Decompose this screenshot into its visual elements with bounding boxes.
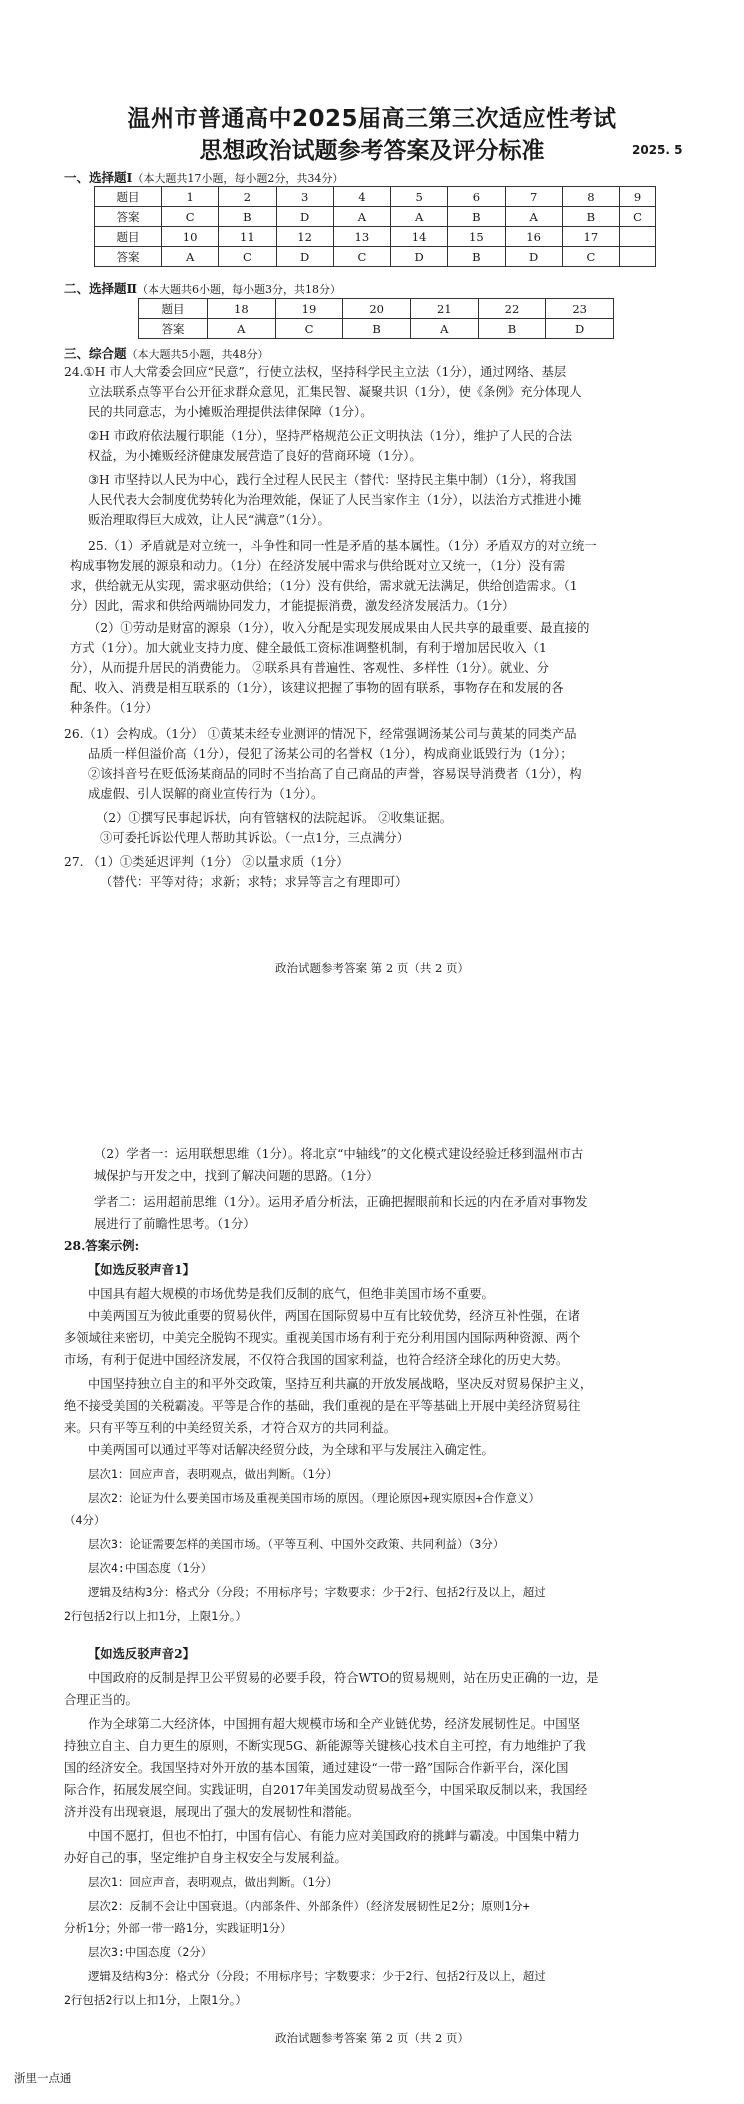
answer-table-1 (94, 186, 656, 267)
answer-table-2 (138, 298, 614, 339)
text-line: 层次1：回应声音，表明观点，做出判断。（1分） (88, 1467, 338, 1481)
table-cell: 9 (620, 187, 656, 207)
text-line: ③可委托诉讼代理人帮助其诉讼。（一点1分，三点满分） (100, 831, 410, 845)
table-cell: C (219, 247, 276, 267)
watermark-text: 浙里一点通 (14, 2071, 72, 2085)
table-cell: 20 (343, 299, 411, 319)
table-cell: A (391, 207, 448, 227)
table-cell: 12 (276, 227, 333, 247)
table-cell: D (391, 247, 448, 267)
table-cell: A (208, 319, 276, 339)
table-cell: 17 (562, 227, 619, 247)
text-line: 种条件。（1分） (70, 701, 158, 715)
table-cell: D (276, 207, 333, 227)
table-cell: 7 (505, 187, 562, 207)
table-cell: 8 (562, 187, 619, 207)
table-cell: C (620, 207, 656, 227)
table-row (95, 187, 656, 207)
table-cell: 答案 (139, 319, 208, 339)
table-row (95, 207, 656, 227)
table-cell: 1 (162, 187, 219, 207)
text-line: 中国不愿打，但也不怕打，中国有信心、有能力应对美国政府的挑衅与霸凌。中国集中精力 (88, 1829, 580, 1843)
text-line: 方式（1分）。加大就业支持力度、健全最低工资标准调整机制，有利于增加居民收入（1 (70, 641, 547, 655)
text-line: 求，供给就无从实现，需求驱动供给；（1分）没有供给，需求就无法满足，供给创造需求。（1 (70, 579, 578, 593)
table-cell: B (448, 247, 505, 267)
text-line: 2行包括2行以上扣1分，上限1分。） (64, 1609, 247, 1623)
text-line: 城保护与开发之中，找到了解决问题的思路。（1分） (94, 1169, 379, 1183)
text-line: （4分） (64, 1513, 106, 1527)
text-line: 市场，有利于促进中国经济发展，不仅符合我国的国家利益，也符合经济全球化的历史大势。 (64, 1353, 569, 1367)
section-2-heading (64, 279, 341, 297)
table-cell: 19 (275, 299, 343, 319)
page-footer: 政治试题参考答案 第 2 页（共 2 页） (275, 961, 469, 975)
section-1-heading (64, 168, 343, 186)
text-line: 中国政府的反制是捍卫公平贸易的必要手段，符合WTO的贸易规则，站在历史正确的一边，是 (88, 1671, 599, 1685)
table-cell: 10 (162, 227, 219, 247)
text-line: 民的共同意志，为小摊贩治理提供法律保障（1分）。 (88, 405, 373, 419)
table-cell: D (546, 319, 614, 339)
text-line: 26.（1）会构成。（1分） ①黄某未经专业测评的情况下，经常强调汤某公司与黄某的同类产品 (64, 727, 577, 741)
text-line: 中美两国可以通过平等对话解决经贸分歧，为全球和平与发展注入确定性。 (88, 1443, 494, 1457)
text-line: 24.①H 市人大常委会回应“民意”，行使立法权，坚持科学民主立法（1分），通过网络、基层 (64, 365, 567, 379)
text-line: 分），从而提升居民的消费能力。 ②联系具有普遍性、客观性、多样性（1分）。就业、分 (70, 661, 550, 675)
text-line: 持独立自主、自力更生的原则，不断实现5G、新能源等关键核心技术自主可控，有力地维护了我 (64, 1739, 586, 1753)
section-3-title: 三、综合题 (64, 346, 127, 361)
table-cell: B (562, 207, 619, 227)
text-line: 层次4:中国态度（1分） (88, 1561, 213, 1575)
table-row (139, 299, 614, 319)
text-line: 人民代表大会制度优势转化为治理效能，保证了人民当家作主（1分），以法治方式推进小摊 (88, 493, 582, 507)
table-cell: 4 (333, 187, 390, 207)
text-line: 贩治理取得巨大成效，让人民“满意”（1分）。 (88, 513, 330, 527)
table-cell (620, 247, 656, 267)
text-line: （2）学者一：运用联想思维（1分）。将北京“中轴线”的文化模式建设经验迁移到温州市古 (94, 1147, 584, 1161)
table-cell: B (448, 207, 505, 227)
text-line: ②H 市政府依法履行职能（1分），坚持严格规范公正文明执法（1分），维护了人民的合法 (88, 429, 572, 443)
text-line: 27. （1）①类延迟评判（1分） ②以量求质（1分） (64, 855, 349, 869)
text-line: 逻辑及结构3分：格式分（分段；不用标序号；字数要求：少于2行、包括2行及以上，超过 (88, 1969, 546, 1983)
text-line: ③H 市坚持以人民为中心，践行全过程人民民主（替代：坚持民主集中制）（1分），将我国 (88, 473, 577, 487)
table-cell: 答案 (95, 247, 162, 267)
text-line: 学者二：运用超前思维（1分）。运用矛盾分析法，正确把握眼前和长远的内在矛盾对事物发 (94, 1195, 588, 1209)
table-cell: 6 (448, 187, 505, 207)
page-footer: 政治试题参考答案 第 2 页（共 2 页） (275, 2031, 469, 2045)
table-cell: B (478, 319, 546, 339)
table-cell: D (505, 247, 562, 267)
text-line: 层次2：论证为什么要美国市场及重视美国市场的原因。（理论原因+现实原因+合作意义） (88, 1491, 541, 1505)
table-cell: 3 (276, 187, 333, 207)
text-line: 中国坚持独立自主的和平外交政策，坚持互利共赢的开放发展战略，坚决反对贸易保护主义， (88, 1377, 593, 1391)
text-line: 立法联系点等平台公开征求群众意见，汇集民智、凝聚共识（1分），使《条例》充分体现人 (88, 385, 582, 399)
text-line: 层次3:中国态度（2分） (88, 1945, 213, 1959)
text-line: （2）①撰写民事起诉状，向有管辖权的法院起诉。 ②收集证据。 (96, 811, 453, 825)
table-cell: C (562, 247, 619, 267)
table-cell: 5 (391, 187, 448, 207)
text-line: （2）①劳动是财富的源泉（1分），收入分配是实现发展成果由人民共享的最重要、最直接的 (88, 621, 590, 635)
table-cell: 16 (505, 227, 562, 247)
exam-date: 2025. 5 (632, 143, 683, 157)
text-line: 层次3：论证需要怎样的美国市场。（平等互利、中国外交政策、共同利益）（3分） (88, 1537, 505, 1551)
table-cell: 2 (219, 187, 276, 207)
text-line: 中美两国互为彼此重要的贸易伙伴，两国在国际贸易中互有比较优势，经济互补性强，在诸 (88, 1309, 580, 1323)
text-line: 中国具有超大规模的市场优势是我们反制的底气，但绝非美国市场不重要。 (88, 1287, 494, 1301)
text-line: 际合作，拓展发展空间。实践证明，自2017年美国发动贸易战至今，中国采取反制以来，我国经 (64, 1783, 588, 1797)
section-3-heading (64, 344, 269, 362)
table-cell: A (410, 319, 478, 339)
table-cell: B (343, 319, 411, 339)
table-cell: 15 (448, 227, 505, 247)
text-line: 国的经济安全。我国坚持对外开放的基本国策，通过建设“一带一路”国际合作新平台，深化国 (64, 1761, 569, 1775)
text-line: 品质一样但溢价高（1分），侵犯了汤某公司的名誉权（1分），构成商业诋毁行为（1分）； (88, 747, 573, 761)
table-row (95, 247, 656, 267)
table-cell: 题目 (139, 299, 208, 319)
text-line: 展进行了前瞻性思考。（1分） (94, 1217, 256, 1231)
text-line: 办好自己的事，坚定维护自身主权安全与发展利益。 (64, 1851, 347, 1865)
table-cell: A (162, 247, 219, 267)
table-cell: 22 (478, 299, 546, 319)
text-line: 分析1分；外部一带一路1分，实践证明1分） (64, 1921, 292, 1935)
table-cell: 题目 (95, 227, 162, 247)
table-cell: 题目 (95, 187, 162, 207)
text-line: 28.答案示例: (64, 1238, 140, 1253)
text-line: 构成事物发展的源泉和动力。（1分）在经济发展中需求与供给既对立又统一，（1分）没有需 (70, 559, 566, 573)
text-line: 绝不接受美国的关税霸凌。平等是合作的基础，我们重视的是在平等基础上开展中美经济贸易往 (64, 1399, 581, 1413)
table-cell: B (219, 207, 276, 227)
text-line: 分）因此，需求和供给两端协同发力，才能提振消费，激发经济发展活力。（1分） (70, 599, 515, 613)
section-2-title: 二、选择题Ⅱ (64, 281, 138, 296)
table-cell: C (275, 319, 343, 339)
text-line: 合理正当的。 (64, 1693, 138, 1707)
table-cell: A (505, 207, 562, 227)
table-cell: A (333, 207, 390, 227)
text-line: 配、收入、消费是相互联系的（1分），该建议把握了事物的固有联系，事物存在和发展的各 (70, 681, 564, 695)
text-line: 来。只有平等互利的中美经贸关系，才符合双方的共同利益。 (64, 1421, 397, 1435)
table-cell: C (162, 207, 219, 227)
text-line: 逻辑及结构3分：格式分（分段；不用标序号；字数要求：少于2行、包括2行及以上，超过 (88, 1585, 546, 1599)
table-cell: 答案 (95, 207, 162, 227)
exam-title: 温州市普通高中2025届高三第三次适应性考试 (127, 106, 617, 132)
section-1-title: 一、选择题Ⅰ (64, 170, 133, 185)
section-2-note: （本大题共6小题，每小题3分，共18分） (137, 283, 342, 296)
text-line: 【如选反驳声音2】 (88, 1646, 195, 1661)
exam-subtitle: 思想政治试题参考答案及评分标准 (199, 138, 545, 164)
table-cell: 21 (410, 299, 478, 319)
text-line: 权益，为小摊贩经济健康发展营造了良好的营商环境（1分）。 (88, 449, 422, 463)
table-cell: 23 (546, 299, 614, 319)
text-line: 2行包括2行以上扣1分，上限1分。） (64, 1993, 247, 2007)
table-cell: C (333, 247, 390, 267)
table-cell: 18 (208, 299, 276, 319)
text-line: 作为全球第二大经济体，中国拥有超大规模市场和全产业链优势，经济发展韧性足。中国坚 (88, 1717, 580, 1731)
table-cell (620, 227, 656, 247)
text-line: 【如选反驳声音1】 (88, 1262, 195, 1277)
text-line: 多领域往来密切，中美完全脱钩不现实。重视美国市场有利于充分利用国内国际两种资源、两个 (64, 1331, 581, 1345)
table-row (139, 319, 614, 339)
section-1-note: （本大题共17小题，每小题2分，共34分） (132, 172, 344, 185)
table-cell: 14 (391, 227, 448, 247)
text-line: ②该抖音号在贬低汤某商品的同时不当抬高了自己商品的声誉，容易误导消费者（1分），构 (88, 767, 582, 781)
text-line: 层次1：回应声音，表明观点，做出判断。（1分） (88, 1875, 338, 1889)
section-3-note: （本大题共5小题，共48分） (126, 348, 269, 361)
text-line: 25.（1）矛盾就是对立统一，斗争性和同一性是矛盾的基本属性。（1分）矛盾双方的对立统一 (88, 539, 597, 553)
table-cell: 13 (333, 227, 390, 247)
text-line: （替代：平等对待；求新；求特；求异等言之有理即可） (100, 875, 408, 889)
table-cell: D (276, 247, 333, 267)
text-line: 济并没有出现衰退，展现出了强大的发展韧性和潜能。 (64, 1805, 360, 1819)
text-line: 层次2：反制不会让中国衰退。（内部条件、外部条件）（经济发展韧性足2分；原则1分+ (88, 1899, 530, 1913)
text-line: 成虚假、引人误解的商业宣传行为（1分）。 (88, 787, 324, 801)
table-row (95, 227, 656, 247)
table-cell: 11 (219, 227, 276, 247)
